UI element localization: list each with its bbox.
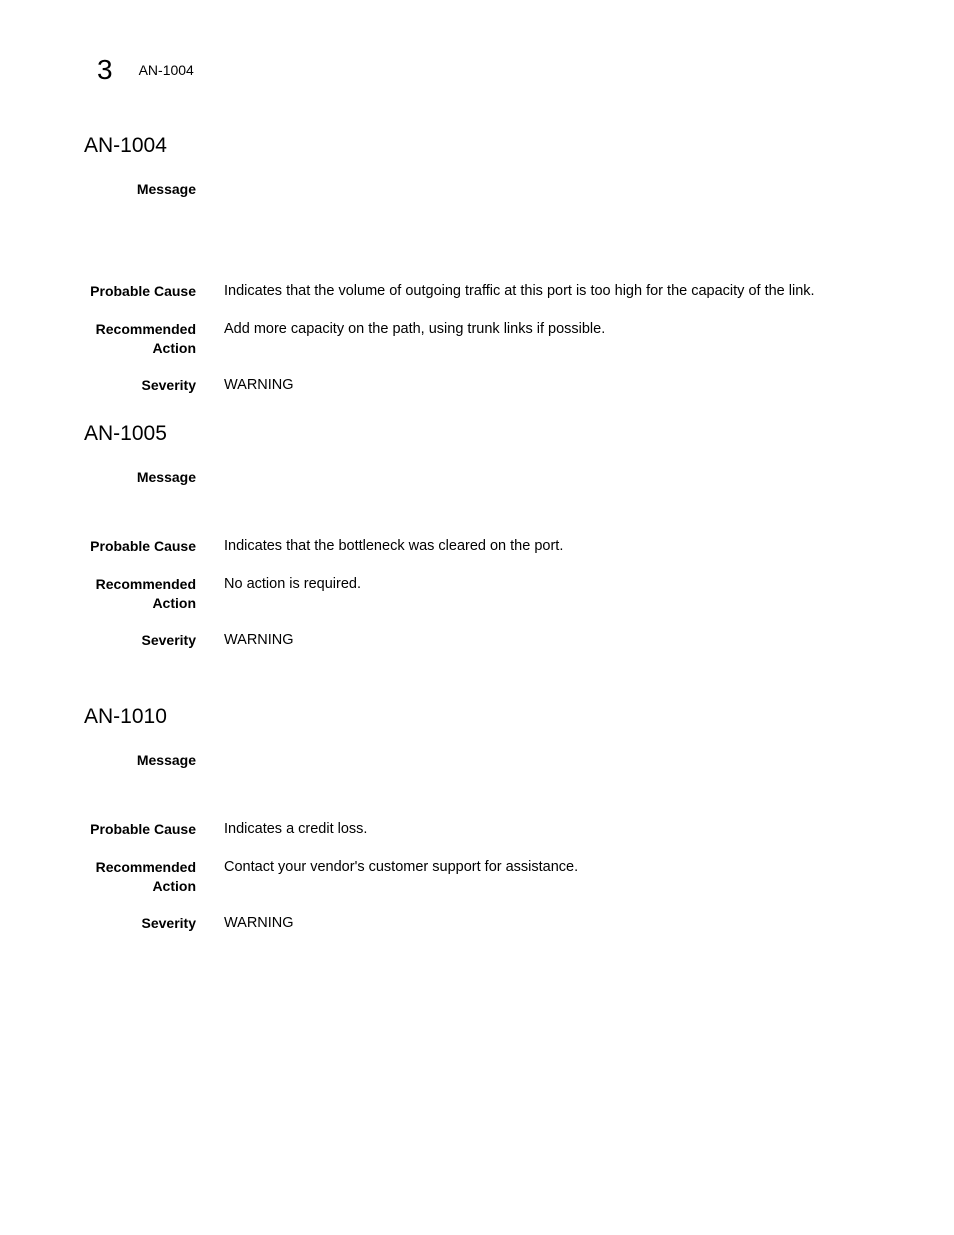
probable-cause-label: Probable Cause <box>90 538 196 554</box>
severity-label: Severity <box>141 632 196 648</box>
severity-label: Severity <box>141 915 196 931</box>
message-title: AN-1005 <box>84 422 167 445</box>
message-label: Message <box>136 181 196 197</box>
probable-cause-label: Probable Cause <box>90 821 196 837</box>
recommended-action-label-line1: Recommended <box>95 859 196 875</box>
chapter-number: 3 <box>97 54 113 85</box>
severity-value: WARNING <box>224 377 294 393</box>
probable-cause-value: Indicates that the volume of outgoing traffic at this port is too high for the capacity of the link. <box>224 283 815 299</box>
recommended-action-value: No action is required. <box>224 576 362 592</box>
severity-label: Severity <box>141 377 196 393</box>
page-header <box>97 52 194 88</box>
message-label: Message <box>136 469 196 485</box>
probable-cause-value: Indicates a credit loss. <box>224 821 368 837</box>
recommended-action-label-line1: Recommended <box>95 576 196 592</box>
recommended-action-value: Contact your vendor's customer support for assistance. <box>224 859 579 875</box>
running-title: AN-1004 <box>138 62 194 78</box>
probable-cause-value: Indicates that the bottleneck was cleared on the port. <box>224 538 564 554</box>
recommended-action-label-line2: Action <box>152 340 196 356</box>
recommended-action-label <box>60 858 196 896</box>
message-title: AN-1010 <box>84 705 167 728</box>
recommended-action-label <box>60 575 196 613</box>
message-title: AN-1004 <box>84 134 167 157</box>
recommended-action-label-line2: Action <box>152 878 196 894</box>
probable-cause-label: Probable Cause <box>90 283 196 299</box>
message-label: Message <box>136 752 196 768</box>
recommended-action-label-line1: Recommended <box>95 321 196 337</box>
recommended-action-label <box>60 320 196 358</box>
severity-value: WARNING <box>224 632 294 648</box>
recommended-action-label-line2: Action <box>152 595 196 611</box>
severity-value: WARNING <box>224 915 294 931</box>
recommended-action-value: Add more capacity on the path, using trunk links if possible. <box>224 321 606 337</box>
